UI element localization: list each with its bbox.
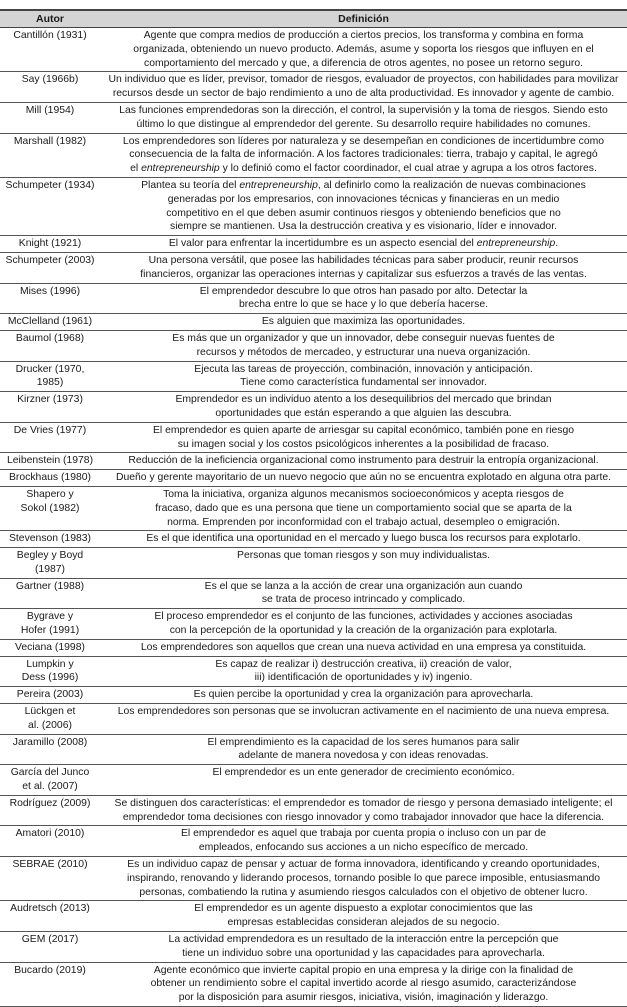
author-cell: Kirzner (1973) xyxy=(0,392,100,423)
table-row xyxy=(0,330,627,361)
table-row xyxy=(0,765,627,796)
definition-cell: Una persona versátil, que posee las habilidades técnicas para saber producir, reunir recursos financieros, organizar las operaciones internas y capitalizar sus esfuerzos a través de las ventas. xyxy=(100,252,627,283)
table-row xyxy=(0,531,627,548)
table-row xyxy=(0,901,627,932)
definition-cell: Agente que compra medios de producción a ciertos precios, los transforma y combina en forma organizada, obteniendo un nuevo producto. Además, asume y soporta los riesgos que influyen en el comportamiento del mercado y que, a diferencia de otros agentes, no posee un retorno seguro. xyxy=(100,28,627,72)
table-row xyxy=(0,932,627,963)
definition-cell: Toma la iniciativa, organiza algunos mecanismos socioeconómicos y acepta riesgos de fracaso, dado que es una persona que tiene un comportamiento social que se aparta de la norma. Emprenden por inconformidad con el trabajo actual, desempleo o emigración. xyxy=(100,486,627,530)
definition-cell: Es alguien que maximiza las oportunidades. xyxy=(100,314,627,331)
table-row xyxy=(0,826,627,857)
author-cell: Lumpkin y Dess (1996) xyxy=(0,656,100,687)
author-cell: Marshall (1982) xyxy=(0,133,100,177)
table-row xyxy=(0,609,627,640)
header-definicion: Definición xyxy=(100,10,627,28)
author-cell: Audretsch (2013) xyxy=(0,901,100,932)
author-cell: Lückgen et al. (2006) xyxy=(0,704,100,735)
table-row xyxy=(0,639,627,656)
table-row xyxy=(0,578,627,609)
definition-cell: Se distinguen dos características: el emprendedor es tomador de riesgo y persona demasiado inteligente; el emprendedor toma decisiones con riesgo innovador y como trabajador innovador que hace la diferencia. xyxy=(100,795,627,826)
author-cell: Shapero y Sokol (1982) xyxy=(0,486,100,530)
italic-term: entrepreneurship xyxy=(141,163,220,175)
table-row xyxy=(0,28,627,72)
definition-cell: El emprendedor es quien aparte de arriesgar su capital económico, también pone en riesgo su imagen social y los costos psicológicos inherentes a la posibilidad de fracaso. xyxy=(100,422,627,453)
table-row xyxy=(0,392,627,423)
table-row xyxy=(0,704,627,735)
table-header-row xyxy=(0,10,627,28)
author-cell: Say (1966b) xyxy=(0,72,100,103)
definition-cell: El valor para enfrentar la incertidumbre es un aspecto esencial del entrepreneurship. xyxy=(100,236,627,253)
table-row xyxy=(0,548,627,579)
definition-cell: El emprendedor es un agente dispuesto a explotar conocimientos que las empresas establecidas consideran alejados de su negocio. xyxy=(100,901,627,932)
author-cell: Gartner (1988) xyxy=(0,578,100,609)
table-row xyxy=(0,422,627,453)
table-row xyxy=(0,962,627,1006)
author-cell: Leibenstein (1978) xyxy=(0,453,100,470)
definition-cell: Reducción de la ineficiencia organizacional como instrumento para destruir la entropía organizacional. xyxy=(100,453,627,470)
author-cell: Mill (1954) xyxy=(0,102,100,133)
definition-cell: Plantea su teoría del entrepreneurship, al definirlo como la realización de nuevas combinaciones generadas por los empresarios, con innovaciones técnicas y financieras en un medio competitivo en el que deben asumir continuos riesgos y obteniendo beneficios que no siempre se mantienen. Usa la destrucción creativa y es visionario, líder e innovador. xyxy=(100,177,627,235)
author-cell: SEBRAE (2010) xyxy=(0,857,100,901)
author-cell: De Vries (1977) xyxy=(0,422,100,453)
author-cell: Schumpeter (1934) xyxy=(0,177,100,235)
author-cell: Cantillón (1931) xyxy=(0,28,100,72)
definition-cell: Las funciones emprendedoras son la dirección, el control, la supervisión y la toma de riesgos. Siendo esto último lo que distingue al emprendedor del gerente. Su desarrollo require habilidades no comunes. xyxy=(100,102,627,133)
header-autor: Autor xyxy=(0,10,100,28)
definition-cell: Un individuo que es líder, previsor, tomador de riesgos, evaluador de proyectos, con habilidades para movilizar recursos desde un sector de bajo rendimiento a uno de alta productividad. Es innovador y agente de cambio. xyxy=(100,72,627,103)
author-cell: Mises (1996) xyxy=(0,283,100,314)
author-cell: Drucker (1970, 1985) xyxy=(0,361,100,392)
author-cell: Stevenson (1983) xyxy=(0,531,100,548)
table-row xyxy=(0,283,627,314)
italic-term: entrepreneurship xyxy=(239,179,318,191)
definition-cell: Los emprendedores son líderes por naturaleza y se desempeñan en condiciones de incertidumbre como consecuencia de la falta de información. A los factores tradicionales: tierra, trabajo y capital, le agregó el entrepreneurship y lo definió como el factor coordinador, el cual atrae y agrupa a los otros factores. xyxy=(100,133,627,177)
definition-cell: Emprendedor es un individuo atento a los desequilibrios del mercado que brindan oportunidades que están esperando a que alguien las descubra. xyxy=(100,392,627,423)
table-row xyxy=(0,687,627,704)
definitions-table xyxy=(0,9,627,1007)
table-row xyxy=(0,72,627,103)
author-cell: Jaramillo (2008) xyxy=(0,734,100,765)
definition-cell: El emprendedor descubre lo que otros han pasado por alto. Detectar la brecha entre lo que se hace y lo que debería hacerse. xyxy=(100,283,627,314)
table-row xyxy=(0,470,627,487)
italic-term: entrepreneurship xyxy=(476,238,556,250)
table-row xyxy=(0,361,627,392)
author-cell: Pereira (2003) xyxy=(0,687,100,704)
table-row xyxy=(0,102,627,133)
author-cell: Amatori (2010) xyxy=(0,826,100,857)
table-row xyxy=(0,133,627,177)
author-cell: McClelland (1961) xyxy=(0,314,100,331)
table-row xyxy=(0,252,627,283)
table-row xyxy=(0,314,627,331)
definition-cell: Es capaz de realizar i) destrucción creativa, ii) creación de valor, iii) identificación de oportunidades y iv) ingenio. xyxy=(100,656,627,687)
definition-cell: Es quien percibe la oportunidad y crea la organización para aprovecharla. xyxy=(100,687,627,704)
table-row xyxy=(0,453,627,470)
definition-cell: El emprendimiento es la capacidad de los seres humanos para salir adelante de manera novedosa y con ideas renovadas. xyxy=(100,734,627,765)
table-row xyxy=(0,656,627,687)
definition-cell: Agente económico que invierte capital propio en una empresa y la dirige con la finalidad de obtener un rendimiento sobre el capital invertido acorde al riesgo asumido, caracterizándose por la disposición para asumir riesgos, iniciativa, visión, imaginación y liderazgo. xyxy=(100,962,627,1006)
definition-cell: El emprendedor es un ente generador de crecimiento económico. xyxy=(100,765,627,796)
table-row xyxy=(0,177,627,235)
author-cell: Brockhaus (1980) xyxy=(0,470,100,487)
author-cell: García del Junco et al. (2007) xyxy=(0,765,100,796)
definition-cell: Dueño y gerente mayoritario de un nuevo negocio que aún no se encuentra explotado en alguna otra parte. xyxy=(100,470,627,487)
definition-cell: Los emprendedores son personas que se involucran activamente en el nacimiento de una nueva empresa. xyxy=(100,704,627,735)
definition-cell: Es más que un organizador y que un innovador, debe conseguir nuevas fuentes de recursos y métodos de mercadeo, y estructurar una nueva organización. xyxy=(100,330,627,361)
table-row xyxy=(0,795,627,826)
definition-cell: La actividad emprendedora es un resultado de la interacción entre la percepción que tiene un individuo sobre una oportunidad y las capacidades para aprovecharla. xyxy=(100,932,627,963)
author-cell: Veciana (1998) xyxy=(0,639,100,656)
table-row xyxy=(0,857,627,901)
author-cell: GEM (2017) xyxy=(0,932,100,963)
definition-cell: Los emprendedores son aquellos que crean una nueva actividad en una empresa ya constituida. xyxy=(100,639,627,656)
table-body xyxy=(0,28,627,1007)
author-cell: Rodríguez (2009) xyxy=(0,795,100,826)
table-row xyxy=(0,734,627,765)
author-cell: Begley y Boyd (1987) xyxy=(0,548,100,579)
author-cell: Knight (1921) xyxy=(0,236,100,253)
definition-cell: El proceso emprendedor es el conjunto de las funciones, actividades y acciones asociadas con la percepción de la oportunidad y la creación de la organización para explotarla. xyxy=(100,609,627,640)
author-cell: Schumpeter (2003) xyxy=(0,252,100,283)
definition-cell: Es un individuo capaz de pensar y actuar de forma innovadora, identificando y creando oportunidades, inspirando, renovando y liderando procesos, tornando posible lo que parece imposible, entusiasmando personas, combatiendo la rutina y asumiendo riesgos calculados con el objetivo de obtener lucro. xyxy=(100,857,627,901)
author-cell: Baumol (1968) xyxy=(0,330,100,361)
author-cell: Bygrave y Hofer (1991) xyxy=(0,609,100,640)
table-row xyxy=(0,486,627,530)
definition-cell: El emprendedor es aquel que trabaja por cuenta propia o incluso con un par de empleados, enfocando sus acciones a un nicho específico de mercado. xyxy=(100,826,627,857)
definition-cell: Es el que identifica una oportunidad en el mercado y luego busca los recursos para explotarlo. xyxy=(100,531,627,548)
table-row xyxy=(0,236,627,253)
definition-cell: Es el que se lanza a la acción de crear una organización aun cuando se trata de proceso intrincado y complicado. xyxy=(100,578,627,609)
definition-cell: Ejecuta las tareas de proyección, combinación, innovación y anticipación. Tiene como característica fundamental ser innovador. xyxy=(100,361,627,392)
definition-cell: Personas que toman riesgos y son muy individualistas. xyxy=(100,548,627,579)
author-cell: Bucardo (2019) xyxy=(0,962,100,1006)
